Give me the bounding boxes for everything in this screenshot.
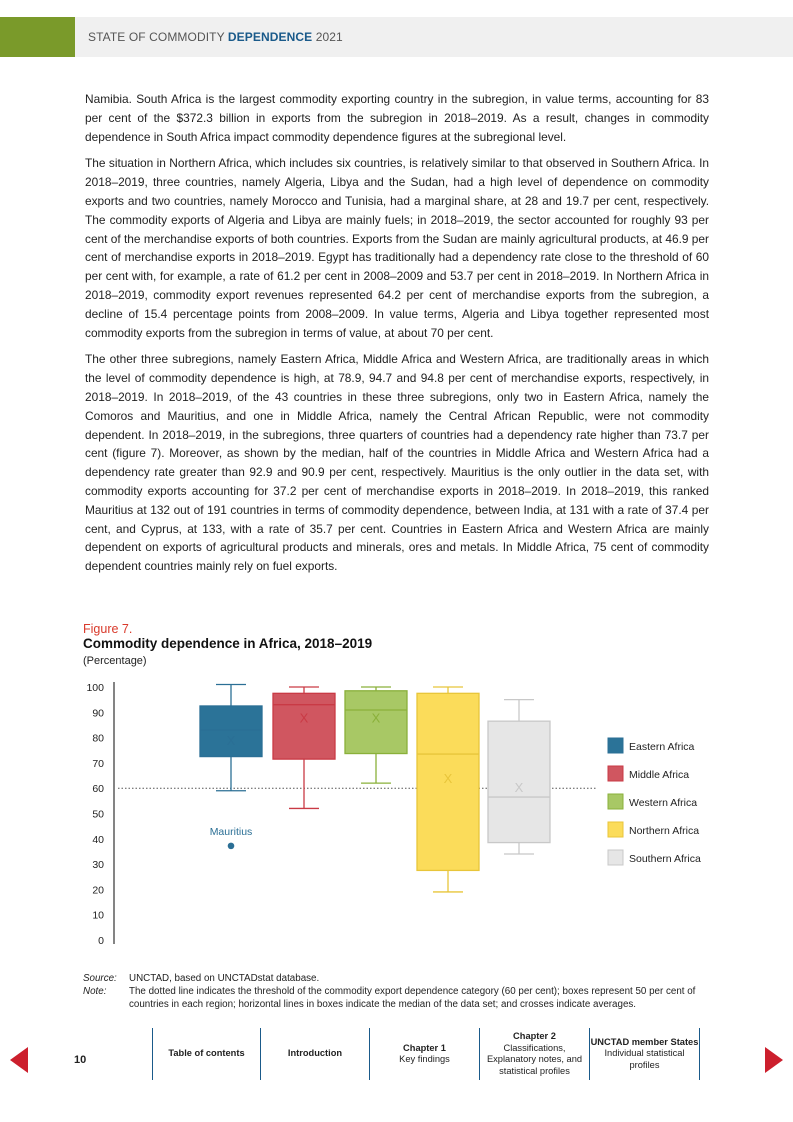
figure-label: Figure 7. bbox=[83, 622, 133, 636]
legend-swatch bbox=[608, 822, 623, 837]
paragraph: The situation in Northern Africa, which includes six countries, is relatively similar to that observed in Southern Africa. In 2018–2019, three countries, namely Algeria, Libya and the Sudan, had a high level of dependence on commodity exports and two countries, namely Morocco and Tunisia, had a marginal share, at 28 and 19.7 per cent, respectively. The commodity exports of Algeria and Libya are mainly fuels; in 2018–2019, the sector accounted for roughly 93 per cent of the merchandise exports of both countries. Exports from the Sudan are mainly agricultural products, at 46.9 per cent of merchandise exports in 2018–2019. Egypt has traditionally had a dependency rate close to the threshold of 60 per cent with, for example, a rate of 61.2 per cent in 2008–2009 and 53.7 per cent in 2018–2019. In Northern Africa in 2018–2019, commodity export revenues represented 64.2 per cent of merchandise exports from the subregion, a decline of 15.4 percentage points from 2008–2009. In value terms, Algeria and Libya together represented most commodity exports from the subregion in terms of value, at about 70 per cent. bbox=[85, 156, 709, 340]
legend-label: Eastern Africa bbox=[629, 741, 695, 753]
note-label: Note: bbox=[83, 986, 107, 997]
mean-marker: X bbox=[514, 779, 524, 795]
legend-swatch bbox=[608, 766, 623, 781]
y-tick-label: 70 bbox=[92, 757, 104, 770]
page-number: 10 bbox=[74, 1054, 87, 1066]
nav-subtitle: Key findings bbox=[399, 1054, 450, 1064]
previous-page-arrow-icon[interactable] bbox=[10, 1047, 28, 1073]
paragraph: The other three subregions, namely Eastern Africa, Middle Africa and Western Africa, are traditionally areas in which the level of commodity dependence is high, at 78.9, 94.7 and 94.8 per cent of merchandise exports, respectively, in 2018–2019. In 2018–2019, of the 43 countries in these three subregions, only two in Eastern Africa, namely the Comoros and Mauritius, and one in Middle Africa, namely the Central African Republic, were not commodity dependent. In 2018–2019, in the subregions, three quarters of countries had a dependency rate higher than 73.7 per cent (figure 7). Moreover, as shown by the median, half of the countries in Middle Africa and Western Africa had a dependency rate greater than 92.9 and 90.9 per cent, respectively. Mauritius is the only outlier in the data set, with commodity exports accounting for 37.2 per cent of merchandise exports in 2018–2019. In 2018–2019, this ranked Mauritius at 132 out of 191 countries in terms of commodity dependence, between India, at 131 with a rate of 37.4 per cent, and Cyprus, at 133, with a rate of 35.7 per cent. Countries in Eastern Africa and Western Africa are mainly dependent on exports of agricultural products and minerals, ores and metals. In Middle Africa, 75 cent of commodity dependent countries mainly rely on fuel exports. bbox=[85, 352, 709, 574]
y-tick-label: 100 bbox=[86, 682, 104, 694]
mean-marker: X bbox=[443, 771, 453, 787]
body-text bbox=[85, 90, 709, 584]
box-plot-chart bbox=[70, 672, 720, 957]
y-tick-label: 10 bbox=[92, 909, 104, 922]
nav-unctad-member-states[interactable] bbox=[590, 1028, 700, 1080]
legend-label: Northern Africa bbox=[629, 825, 700, 837]
nav-subtitle: Individual statistical profiles bbox=[604, 1048, 685, 1070]
legend-label: Middle Africa bbox=[629, 769, 690, 781]
header-accent-bar bbox=[0, 17, 75, 57]
legend-swatch bbox=[608, 794, 623, 809]
outlier-label: Mauritius bbox=[209, 825, 253, 838]
source-notes bbox=[83, 972, 713, 1011]
legend-label: Southern Africa bbox=[629, 853, 701, 865]
note-text: The dotted line indicates the threshold of the commodity export dependence category (60 per cent); boxes represent 50 per cent of countries in each region; horizontal lines in boxes indicate the median of the data set; and crosses indicate averages. bbox=[129, 986, 696, 1010]
source-label: Source: bbox=[83, 973, 117, 984]
legend-swatch bbox=[608, 738, 623, 753]
footer-navigation bbox=[152, 1028, 700, 1080]
y-tick-label: 60 bbox=[92, 783, 104, 796]
report-title bbox=[88, 30, 343, 44]
y-tick-label: 0 bbox=[98, 935, 104, 947]
y-tick-label: 40 bbox=[92, 833, 104, 846]
nav-title: Introduction bbox=[287, 1048, 343, 1059]
figure-subtitle: (Percentage) bbox=[83, 655, 147, 667]
y-tick-label: 80 bbox=[92, 732, 104, 745]
y-tick-label: 50 bbox=[92, 808, 104, 821]
nav-subtitle: Classifications, Explanatory notes, and statistical profiles bbox=[486, 1042, 583, 1076]
next-page-arrow-icon[interactable] bbox=[765, 1047, 783, 1073]
source-text: UNCTAD, based on UNCTADstat database. bbox=[129, 973, 320, 984]
nav-chapter-1[interactable] bbox=[370, 1028, 480, 1080]
nav-chapter-2[interactable] bbox=[480, 1028, 590, 1080]
figure-title: Commodity dependence in Africa, 2018–2019 bbox=[83, 636, 373, 651]
box-middle-africa bbox=[273, 693, 335, 759]
mean-marker: X bbox=[371, 710, 381, 726]
nav-title: UNCTAD member States bbox=[590, 1036, 699, 1047]
nav-title: Chapter 2 bbox=[513, 1031, 556, 1041]
paragraph: Namibia. South Africa is the largest commodity exporting country in the subregion, in value terms, accounting for 83 per cent of the $372.3 billion in exports from the subregion in 2018–2019. As a result, changes in commodity dependence in South Africa impact commodity dependence figures at the subregional level. bbox=[85, 92, 709, 144]
outlier-point bbox=[228, 843, 235, 850]
nav-title: Table of contents bbox=[168, 1048, 245, 1059]
nav-title: Chapter 1 bbox=[403, 1042, 446, 1053]
report-title-bold: DEPENDENCE bbox=[227, 30, 313, 44]
report-title-prefix: STATE OF COMMODITY bbox=[88, 30, 228, 44]
y-tick-label: 90 bbox=[92, 707, 104, 720]
nav-table-of-contents[interactable] bbox=[153, 1028, 261, 1080]
y-tick-label: 20 bbox=[92, 884, 104, 897]
report-title-year: 2021 bbox=[312, 30, 343, 44]
legend-swatch bbox=[608, 850, 623, 865]
mean-marker: X bbox=[226, 733, 236, 749]
nav-introduction[interactable] bbox=[261, 1028, 370, 1080]
y-tick-label: 30 bbox=[92, 859, 104, 872]
box-eastern-africa bbox=[200, 706, 262, 757]
legend-label: Western Africa bbox=[629, 797, 698, 809]
mean-marker: X bbox=[299, 710, 309, 726]
